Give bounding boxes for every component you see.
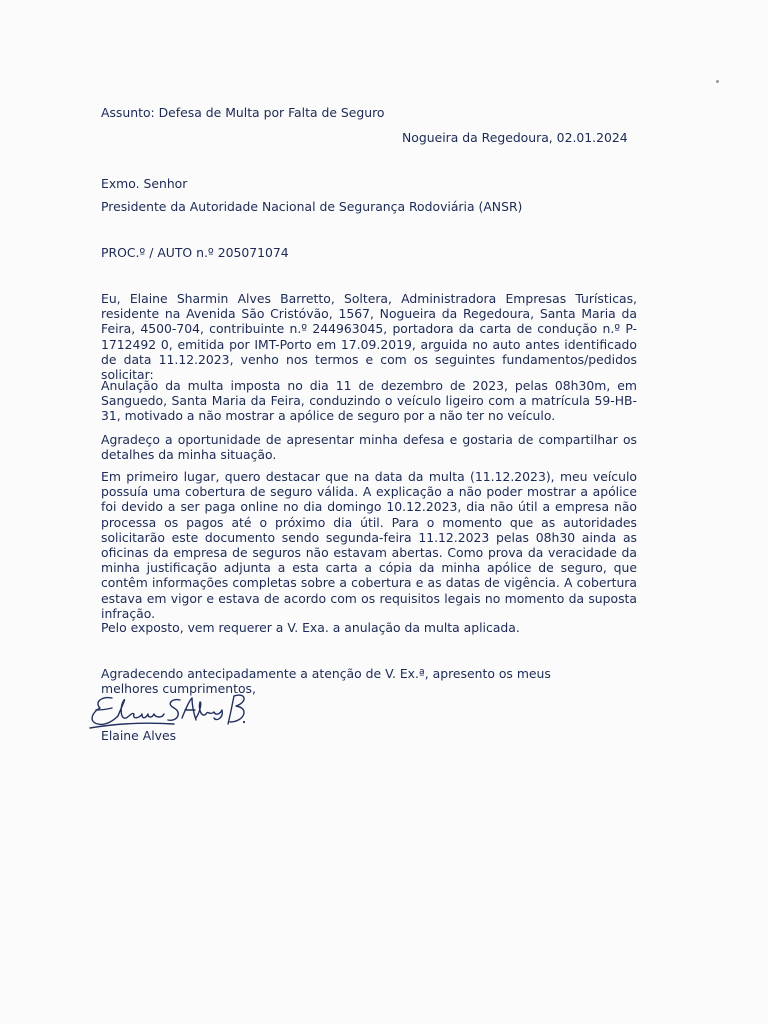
place-date: Nogueira da Regedoura, 02.01.2024 bbox=[402, 130, 628, 145]
process-reference: PROC.º / AUTO n.º 205071074 bbox=[101, 245, 289, 260]
paper-speck bbox=[716, 80, 719, 83]
paragraph-conclusion: Pelo exposto, vem requerer a V. Exa. a anulação da multa aplicada. bbox=[101, 620, 520, 635]
subject-line: Assunto: Defesa de Multa por Falta de Seguro bbox=[101, 105, 385, 120]
signer-name: Elaine Alves bbox=[101, 728, 177, 743]
greeting: Exmo. Senhor bbox=[101, 176, 188, 191]
paragraph-identification: Eu, Elaine Sharmin Alves Barretto, Soltera, Administradora Empresas Turísticas, residente na Avenida São Cristóvão, 1567, Nogueira da Regedoura, Santa Maria da Feira, 4500-704, contribuinte n.º 244963045, portadora da carta de condução n.º P-1712492 0, emitida por IMT-Porto em 17.09.2019, arguida no auto antes identificado de data 11.12.2023, venho nos termos e com os seguintes fundamentos/pedidos solicitar: bbox=[101, 291, 637, 383]
paragraph-closing: Agradecendo antecipadamente a atenção de V. Ex.ª, apresento os meus melhores cumprimentos, bbox=[101, 666, 551, 697]
paragraph-request: Anulação da multa imposta no dia 11 de dezembro de 2023, pelas 08h30m, em Sanguedo, Santa Maria da Feira, conduzindo o veículo ligeiro com a matrícula 59-HB-31, motivado a não mostrar a apólice de seguro por a não ter no veículo. bbox=[101, 378, 637, 424]
paragraph-justification: Em primeiro lugar, quero destacar que na data da multa (11.12.2023), meu veículo possuía uma cobertura de seguro válida. A explicação a não poder mostrar a apólice foi devido a ser paga online no dia domingo 10.12.2023, dia não útil a empresa não processa os pagos até o próximo dia útil. Para o momento que as autoridades solicitarão este documento sendo segunda-feira 11.12.2023 pelas 08h30 ainda as oficinas da empresa de seguros não estavam abertas. Como prova da veracidade da minha justificação adjunta a esta carta a cópia da minha apólice de seguro, que contêm informações completas sobre a cobertura e as datas de vigência. A cobertura estava em vigor e estava de acordo com os requisitos legais no momento da suposta infração. bbox=[101, 469, 637, 621]
addressee: Presidente da Autoridade Nacional de Segurança Rodoviária (ANSR) bbox=[101, 199, 523, 214]
paragraph-thanks: Agradeço a oportunidade de apresentar minha defesa e gostaria de compartilhar os detalhes da minha situação. bbox=[101, 432, 637, 463]
